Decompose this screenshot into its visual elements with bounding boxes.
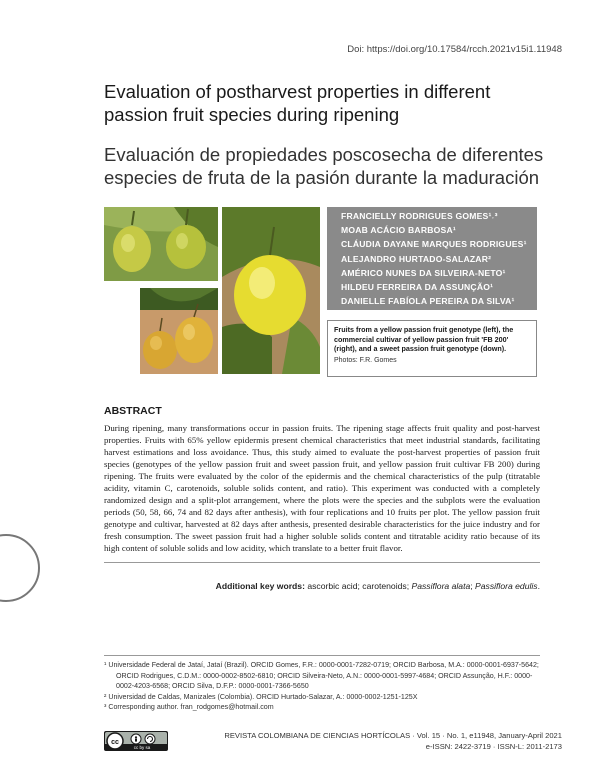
author-name: HILDEU FERREIRA DA ASSUNÇÃO¹ xyxy=(341,281,494,292)
cc-license-badge[interactable] xyxy=(104,731,168,751)
svg-text:cc: cc xyxy=(111,739,119,746)
keywords-divider xyxy=(104,562,540,563)
footnote: ¹ Universidade Federal de Jataí, Jataí (Brazil). ORCID Gomes, F.R.: 0000-0001-7282-0719; ORCID Barbosa, M.A.: 0000-0001-6937-5642; ORCID Rodrigues, C.D.M.: 0000-0002-8502-6810; ORCID Silveira-Neto, A.N.: 0000-0001-5997-4684; ORCID Assunção, H.F.: 0000-0002-4203-6568; ORCID Silva, D.F.P.: 0000-0001-7366-5650 xyxy=(104,661,539,691)
photo-sweet-passion-fruit xyxy=(140,288,218,374)
figure-caption-box xyxy=(327,320,537,377)
decorative-circle xyxy=(0,534,40,602)
journal-issn: e-ISSN: 2422-3719 · ISSN-L: 2011-2173 xyxy=(425,742,562,751)
footnotes-divider xyxy=(104,655,540,656)
author-name: ALEJANDRO HURTADO-SALAZAR² xyxy=(341,253,492,264)
photo-yellow-passion-fruit xyxy=(104,207,218,281)
keywords xyxy=(216,581,540,591)
title-english: Evaluation of postharvest properties in different passion fruit species during ripening xyxy=(104,81,491,125)
author-name: FRANCIELLY RODRIGUES GOMES¹˒³ xyxy=(341,211,498,221)
photo-fb200-cultivar xyxy=(222,207,320,374)
keyword-passiflora-edulis: Passiflora edulis xyxy=(475,581,538,591)
keywords-separator: ; xyxy=(470,581,473,591)
author-name: DANIELLE FABÍOLA PEREIRA DA SILVA¹ xyxy=(341,296,515,307)
footnote: ² Universidad de Caldas, Manizales (Colombia). ORCID Hurtado-Salazar, A.: 0000-0002-1251-125X xyxy=(104,692,418,701)
photo-credit: Photos: F.R. Gomes xyxy=(334,356,397,364)
title-spanish: Evaluación de propiedades poscosecha de diferentes especies de fruta de la pasión durante la maduración xyxy=(104,144,544,188)
footnotes xyxy=(104,660,540,713)
abstract-heading: ABSTRACT xyxy=(104,405,162,417)
journal-info xyxy=(224,730,562,752)
keyword-passiflora-alata: Passiflora alata xyxy=(411,581,471,591)
author-name: MOAB ACÁCIO BARBOSA¹ xyxy=(341,225,456,236)
keywords-label: Additional key words: xyxy=(215,581,305,591)
keywords-plain: ascorbic acid; carotenoids; xyxy=(307,581,410,591)
cc-license-text: cc by sa xyxy=(133,745,151,750)
author-name: CLÁUDIA DAYANE MARQUES RODRIGUES¹ xyxy=(341,239,527,250)
figure-caption: Fruits from a yellow passion fruit genotype (left), the commercial cultivar of yellow passion fruit 'FB 200' (right), and a sweet passion fruit genotype (down). xyxy=(334,325,514,354)
authors-box xyxy=(327,207,537,310)
journal-citation: REVISTA COLOMBIANA DE CIENCIAS HORTÍCOLAS · Vol. 15 · No. 1, e11948, January-April 2021 xyxy=(224,731,562,740)
keywords-end: . xyxy=(537,581,540,591)
abstract-text: During ripening, many transformations occur in passion fruits. The ripening stage affects fruit quality and post-harvest properties. Fruits with 65% yellow epidermis present chemical characteristics that meet industrial standards, facilitating harvest estimations and loss avoidance. Thus, this study aimed to evaluate the post-harvest properties of passion fruit species (genotypes of the yellow passion fruit and sweet passion fruit, and yellow passion fruit cultivar FB 200) during ripening. The fruits were evaluated by the color of the epidermis and the chemical characteristics of the pulp (titratable acidity, vitamin C, carotenoids, soluble solids content, and ratio). This experiment was conducted with a completely randomized design and a split-plot arrangement, where the plots were the species and the subplots were the evaluation periods (50, 58, 66, 74 and 82 days after anthesis), with four replications and 10 fruits per plot. The yellow passion fruit genotype and cultivar, harvested at 82 days after anthesis, presented desirable characteristics for the juice industry and for fresh consumption. The sweet passion fruit had a higher soluble solids content and titratable acidity ratio because of its high content of soluble solids and low acidity, which translate to a better fruit flavor. xyxy=(104,423,540,553)
author-name: AMÉRICO NUNES DA SILVEIRA-NETO¹ xyxy=(341,267,506,278)
footnote: ³ Corresponding author. fran_rodgomes@hotmail.com xyxy=(104,703,274,712)
doi-link[interactable]: Doi: https://doi.org/10.17584/rcch.2021v15i1.11948 xyxy=(347,44,562,55)
